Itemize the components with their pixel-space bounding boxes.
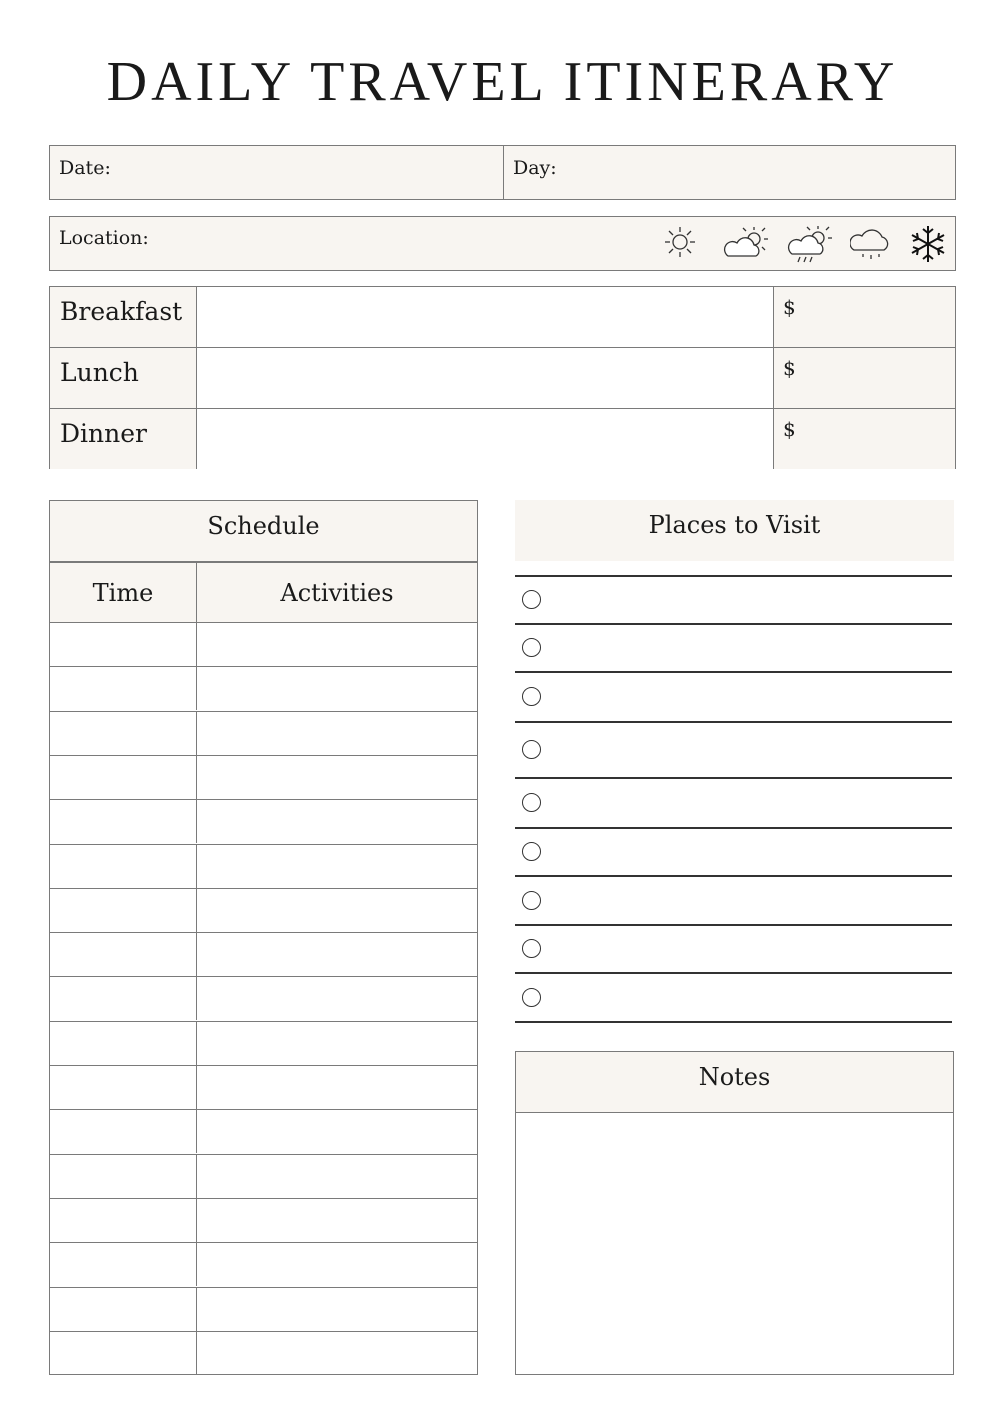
- schedule-row: [50, 1331, 477, 1375]
- meal-name: Breakfast: [60, 297, 183, 326]
- meal-cost-field[interactable]: [773, 287, 955, 348]
- currency-symbol: $: [783, 295, 796, 319]
- place-checkbox[interactable]: [522, 891, 541, 910]
- activity-cell[interactable]: [197, 1066, 477, 1109]
- schedule-row: [50, 1109, 477, 1153]
- activity-cell[interactable]: [197, 889, 477, 932]
- place-item[interactable]: [515, 926, 952, 974]
- activities-header: Activities: [280, 579, 394, 607]
- schedule-row: [50, 888, 477, 932]
- activity-cell[interactable]: [197, 623, 477, 666]
- activity-cell[interactable]: [197, 1199, 477, 1242]
- date-label: Date:: [59, 157, 111, 179]
- sun-icon[interactable]: [660, 224, 700, 260]
- place-checkbox[interactable]: [522, 740, 541, 759]
- time-cell[interactable]: [50, 1110, 197, 1153]
- time-cell[interactable]: [50, 1199, 197, 1242]
- time-cell[interactable]: [50, 1243, 197, 1286]
- schedule-row: [50, 1154, 477, 1198]
- place-checkbox[interactable]: [522, 687, 541, 706]
- activity-cell[interactable]: [197, 1288, 477, 1331]
- currency-symbol: $: [783, 356, 796, 380]
- meal-desc-field[interactable]: [197, 287, 773, 348]
- meal-desc-field[interactable]: [197, 409, 773, 469]
- activity-cell[interactable]: [197, 845, 477, 888]
- place-checkbox[interactable]: [522, 590, 541, 609]
- time-cell[interactable]: [50, 1022, 197, 1065]
- activity-cell[interactable]: [197, 977, 477, 1020]
- place-item[interactable]: [515, 779, 952, 829]
- notes-title: Notes: [516, 1052, 953, 1113]
- notes-box: [515, 1051, 954, 1375]
- date-field[interactable]: [50, 146, 504, 199]
- places-title: Places to Visit: [515, 500, 954, 561]
- time-cell[interactable]: [50, 933, 197, 976]
- schedule-row: [50, 932, 477, 976]
- meal-row-breakfast: [50, 287, 955, 348]
- place-item[interactable]: [515, 673, 952, 723]
- activity-cell[interactable]: [197, 667, 477, 710]
- day-field[interactable]: [503, 146, 955, 199]
- meal-desc-field[interactable]: [197, 348, 773, 408]
- rain-sun-icon[interactable]: [786, 224, 838, 264]
- page-title: DAILY TRAVEL ITINERARY: [106, 51, 899, 113]
- meal-cost-field[interactable]: [773, 348, 955, 408]
- place-checkbox[interactable]: [522, 939, 541, 958]
- time-header: Time: [50, 563, 197, 622]
- schedule-title: Schedule: [50, 501, 477, 562]
- activity-cell[interactable]: [197, 1155, 477, 1198]
- time-cell[interactable]: [50, 977, 197, 1020]
- schedule-row: [50, 666, 477, 710]
- meals-table: [49, 286, 956, 469]
- time-cell[interactable]: [50, 845, 197, 888]
- schedule-row: [50, 755, 477, 799]
- time-cell[interactable]: [50, 667, 197, 710]
- currency-symbol: $: [783, 417, 796, 441]
- day-label: Day:: [513, 157, 557, 179]
- schedule-row: [50, 1242, 477, 1286]
- schedule-row: [50, 976, 477, 1020]
- time-cell[interactable]: [50, 1332, 197, 1375]
- time-cell[interactable]: [50, 1066, 197, 1109]
- location-label: Location:: [59, 227, 149, 249]
- snowflake-icon[interactable]: [908, 224, 948, 264]
- meal-cost-field[interactable]: [773, 409, 955, 469]
- activity-cell[interactable]: [197, 1110, 477, 1153]
- meal-name: Dinner: [60, 419, 147, 448]
- place-checkbox[interactable]: [522, 793, 541, 812]
- activity-cell[interactable]: [197, 800, 477, 843]
- schedule-row: [50, 844, 477, 888]
- schedule-row: [50, 1065, 477, 1109]
- schedule-row: [50, 1287, 477, 1331]
- notes-area[interactable]: [516, 1113, 953, 1374]
- location-field[interactable]: [50, 217, 650, 270]
- meal-row-lunch: [50, 347, 955, 408]
- meal-row-dinner: [50, 408, 955, 469]
- time-cell[interactable]: [50, 800, 197, 843]
- activity-cell[interactable]: [197, 756, 477, 799]
- rain-cloud-icon[interactable]: [850, 224, 892, 264]
- place-checkbox[interactable]: [522, 988, 541, 1007]
- schedule-column-headers: [50, 562, 477, 622]
- place-item[interactable]: [515, 829, 952, 877]
- schedule-row: [50, 622, 477, 666]
- meal-name: Lunch: [60, 358, 139, 387]
- schedule-row: [50, 799, 477, 843]
- activity-cell[interactable]: [197, 933, 477, 976]
- activity-cell[interactable]: [197, 712, 477, 755]
- place-item[interactable]: [515, 877, 952, 926]
- place-checkbox[interactable]: [522, 638, 541, 657]
- activity-cell[interactable]: [197, 1243, 477, 1286]
- schedule-row: [50, 711, 477, 755]
- time-cell[interactable]: [50, 623, 197, 666]
- time-cell[interactable]: [50, 889, 197, 932]
- time-cell[interactable]: [50, 1288, 197, 1331]
- time-cell[interactable]: [50, 712, 197, 755]
- activity-cell[interactable]: [197, 1022, 477, 1065]
- activity-cell[interactable]: [197, 1332, 477, 1375]
- place-item[interactable]: [515, 974, 952, 1023]
- date-day-bar: [49, 145, 956, 200]
- schedule-row: [50, 1198, 477, 1242]
- partly-cloudy-icon[interactable]: [720, 224, 772, 260]
- time-cell[interactable]: [50, 756, 197, 799]
- place-item[interactable]: [515, 723, 952, 779]
- schedule-row: [50, 1021, 477, 1065]
- place-checkbox[interactable]: [522, 842, 541, 861]
- schedule-table: [49, 500, 478, 1375]
- time-cell[interactable]: [50, 1155, 197, 1198]
- place-item[interactable]: [515, 625, 952, 673]
- place-item[interactable]: [515, 576, 952, 625]
